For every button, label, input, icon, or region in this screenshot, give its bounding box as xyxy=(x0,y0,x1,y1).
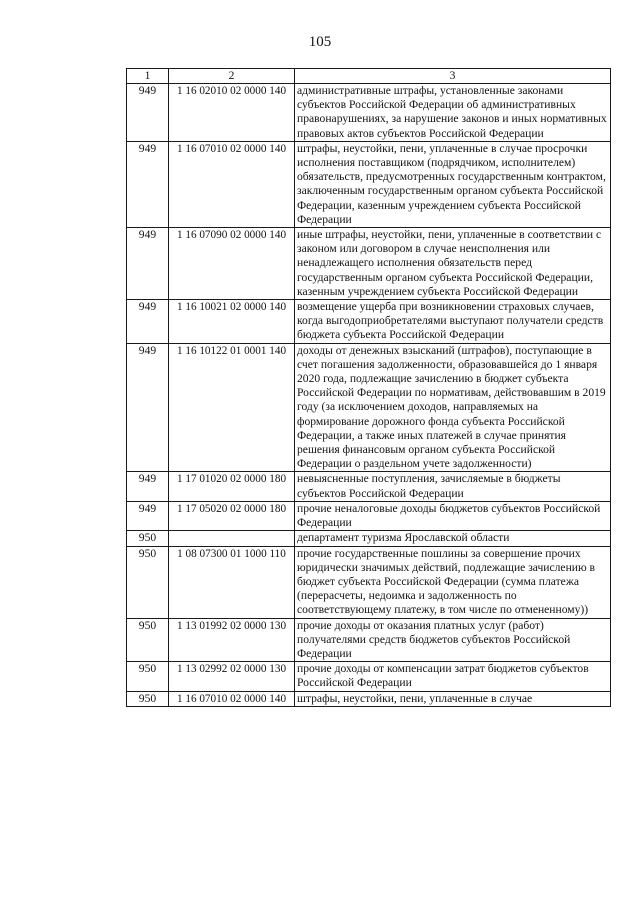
revenue-codes-table xyxy=(126,68,611,707)
table-row xyxy=(127,531,611,546)
table-row xyxy=(127,84,611,142)
table-row xyxy=(127,618,611,662)
revenue-code-cell xyxy=(169,531,295,546)
admin-code-cell: 949 xyxy=(127,300,169,344)
revenue-code-cell: 1 13 02992 02 0000 130 xyxy=(169,662,295,691)
revenue-code-cell: 1 16 02010 02 0000 140 xyxy=(169,84,295,142)
table-row xyxy=(127,662,611,691)
description-cell: доходы от денежных взысканий (штрафов), поступающие в счет погашения задолженности, образовавшейся до 1 января 2020 года, подлежащие зачислению в бюджет субъекта Российской Федерации по нормативам, действовавшим в 2019 году (за исключением доходов, направляемых на формирование дорожного фонда субъекта Российской Федерации, а также иных платежей в случае принятия решения финансовым органом субъекта Российской Федерации о раздельном учете задолженности) xyxy=(295,343,611,472)
description-cell: административные штрафы, установленные законами субъектов Российской Федерации об административных правонарушениях, за нарушение законов и иных нормативных правовых актов субъектов Российской Федерации xyxy=(295,84,611,142)
admin-code-cell: 949 xyxy=(127,228,169,300)
admin-code-cell: 949 xyxy=(127,141,169,227)
admin-code-cell: 950 xyxy=(127,531,169,546)
header-column-2: 2 xyxy=(169,69,295,84)
description-cell: иные штрафы, неустойки, пени, уплаченные в соответствии с законом или договором в случае неисполнения или ненадлежащего исполнения обязательств перед государственным органом субъекта Российской Федерации, казенным учреждением субъекта Российской Федерации xyxy=(295,228,611,300)
admin-code-cell: 950 xyxy=(127,546,169,618)
description-cell: невыясненные поступления, зачисляемые в бюджеты субъектов Российской Федерации xyxy=(295,472,611,501)
revenue-code-cell: 1 17 05020 02 0000 180 xyxy=(169,501,295,530)
revenue-code-cell: 1 16 10122 01 0001 140 xyxy=(169,343,295,472)
admin-code-cell: 949 xyxy=(127,472,169,501)
revenue-code-cell: 1 08 07300 01 1000 110 xyxy=(169,546,295,618)
table-row xyxy=(127,691,611,706)
header-column-1: 1 xyxy=(127,69,169,84)
description-cell: штрафы, неустойки, пени, уплаченные в случае просрочки исполнения поставщиком (подрядчиком, исполнителем) обязательств, предусмотренных государственным контрактом, заключенным государственным органом субъекта Российской Федерации, казенным учреждением субъекта Российской Федерации xyxy=(295,141,611,227)
table-row xyxy=(127,472,611,501)
description-cell: штрафы, неустойки, пени, уплаченные в случае xyxy=(295,691,611,706)
description-cell: департамент туризма Ярославской области xyxy=(295,531,611,546)
admin-code-cell: 949 xyxy=(127,343,169,472)
revenue-code-cell: 1 13 01992 02 0000 130 xyxy=(169,618,295,662)
admin-code-cell: 949 xyxy=(127,84,169,142)
description-cell: возмещение ущерба при возникновении страховых случаев, когда выгодоприобретателями выступают получатели средств бюджета субъекта Российской Федерации xyxy=(295,300,611,344)
table-row xyxy=(127,141,611,227)
description-cell: прочие доходы от компенсации затрат бюджетов субъектов Российской Федерации xyxy=(295,662,611,691)
admin-code-cell: 950 xyxy=(127,618,169,662)
admin-code-cell: 950 xyxy=(127,662,169,691)
admin-code-cell: 949 xyxy=(127,501,169,530)
revenue-code-cell: 1 16 07010 02 0000 140 xyxy=(169,691,295,706)
table-row xyxy=(127,300,611,344)
table-header xyxy=(127,69,611,84)
revenue-code-cell: 1 16 07010 02 0000 140 xyxy=(169,141,295,227)
table-body xyxy=(127,84,611,707)
admin-code-cell: 950 xyxy=(127,691,169,706)
description-cell: прочие государственные пошлины за совершение прочих юридически значимых действий, подлежащие зачислению в бюджет субъекта Российской Федерации (сумма платежа (перерасчеты, недоимка и задолженность по соответствующему платежу, в том числе по отмененному)) xyxy=(295,546,611,618)
revenue-code-cell: 1 17 01020 02 0000 180 xyxy=(169,472,295,501)
header-row xyxy=(127,69,611,84)
description-cell: прочие неналоговые доходы бюджетов субъектов Российской Федерации xyxy=(295,501,611,530)
description-cell: прочие доходы от оказания платных услуг (работ) получателями средств бюджетов субъектов Российской Федерации xyxy=(295,618,611,662)
page-number: 105 xyxy=(308,34,332,50)
revenue-code-cell: 1 16 07090 02 0000 140 xyxy=(169,228,295,300)
revenue-code-cell: 1 16 10021 02 0000 140 xyxy=(169,300,295,344)
table-row xyxy=(127,228,611,300)
table-row xyxy=(127,343,611,472)
table-row xyxy=(127,546,611,618)
header-column-3: 3 xyxy=(295,69,611,84)
table-row xyxy=(127,501,611,530)
